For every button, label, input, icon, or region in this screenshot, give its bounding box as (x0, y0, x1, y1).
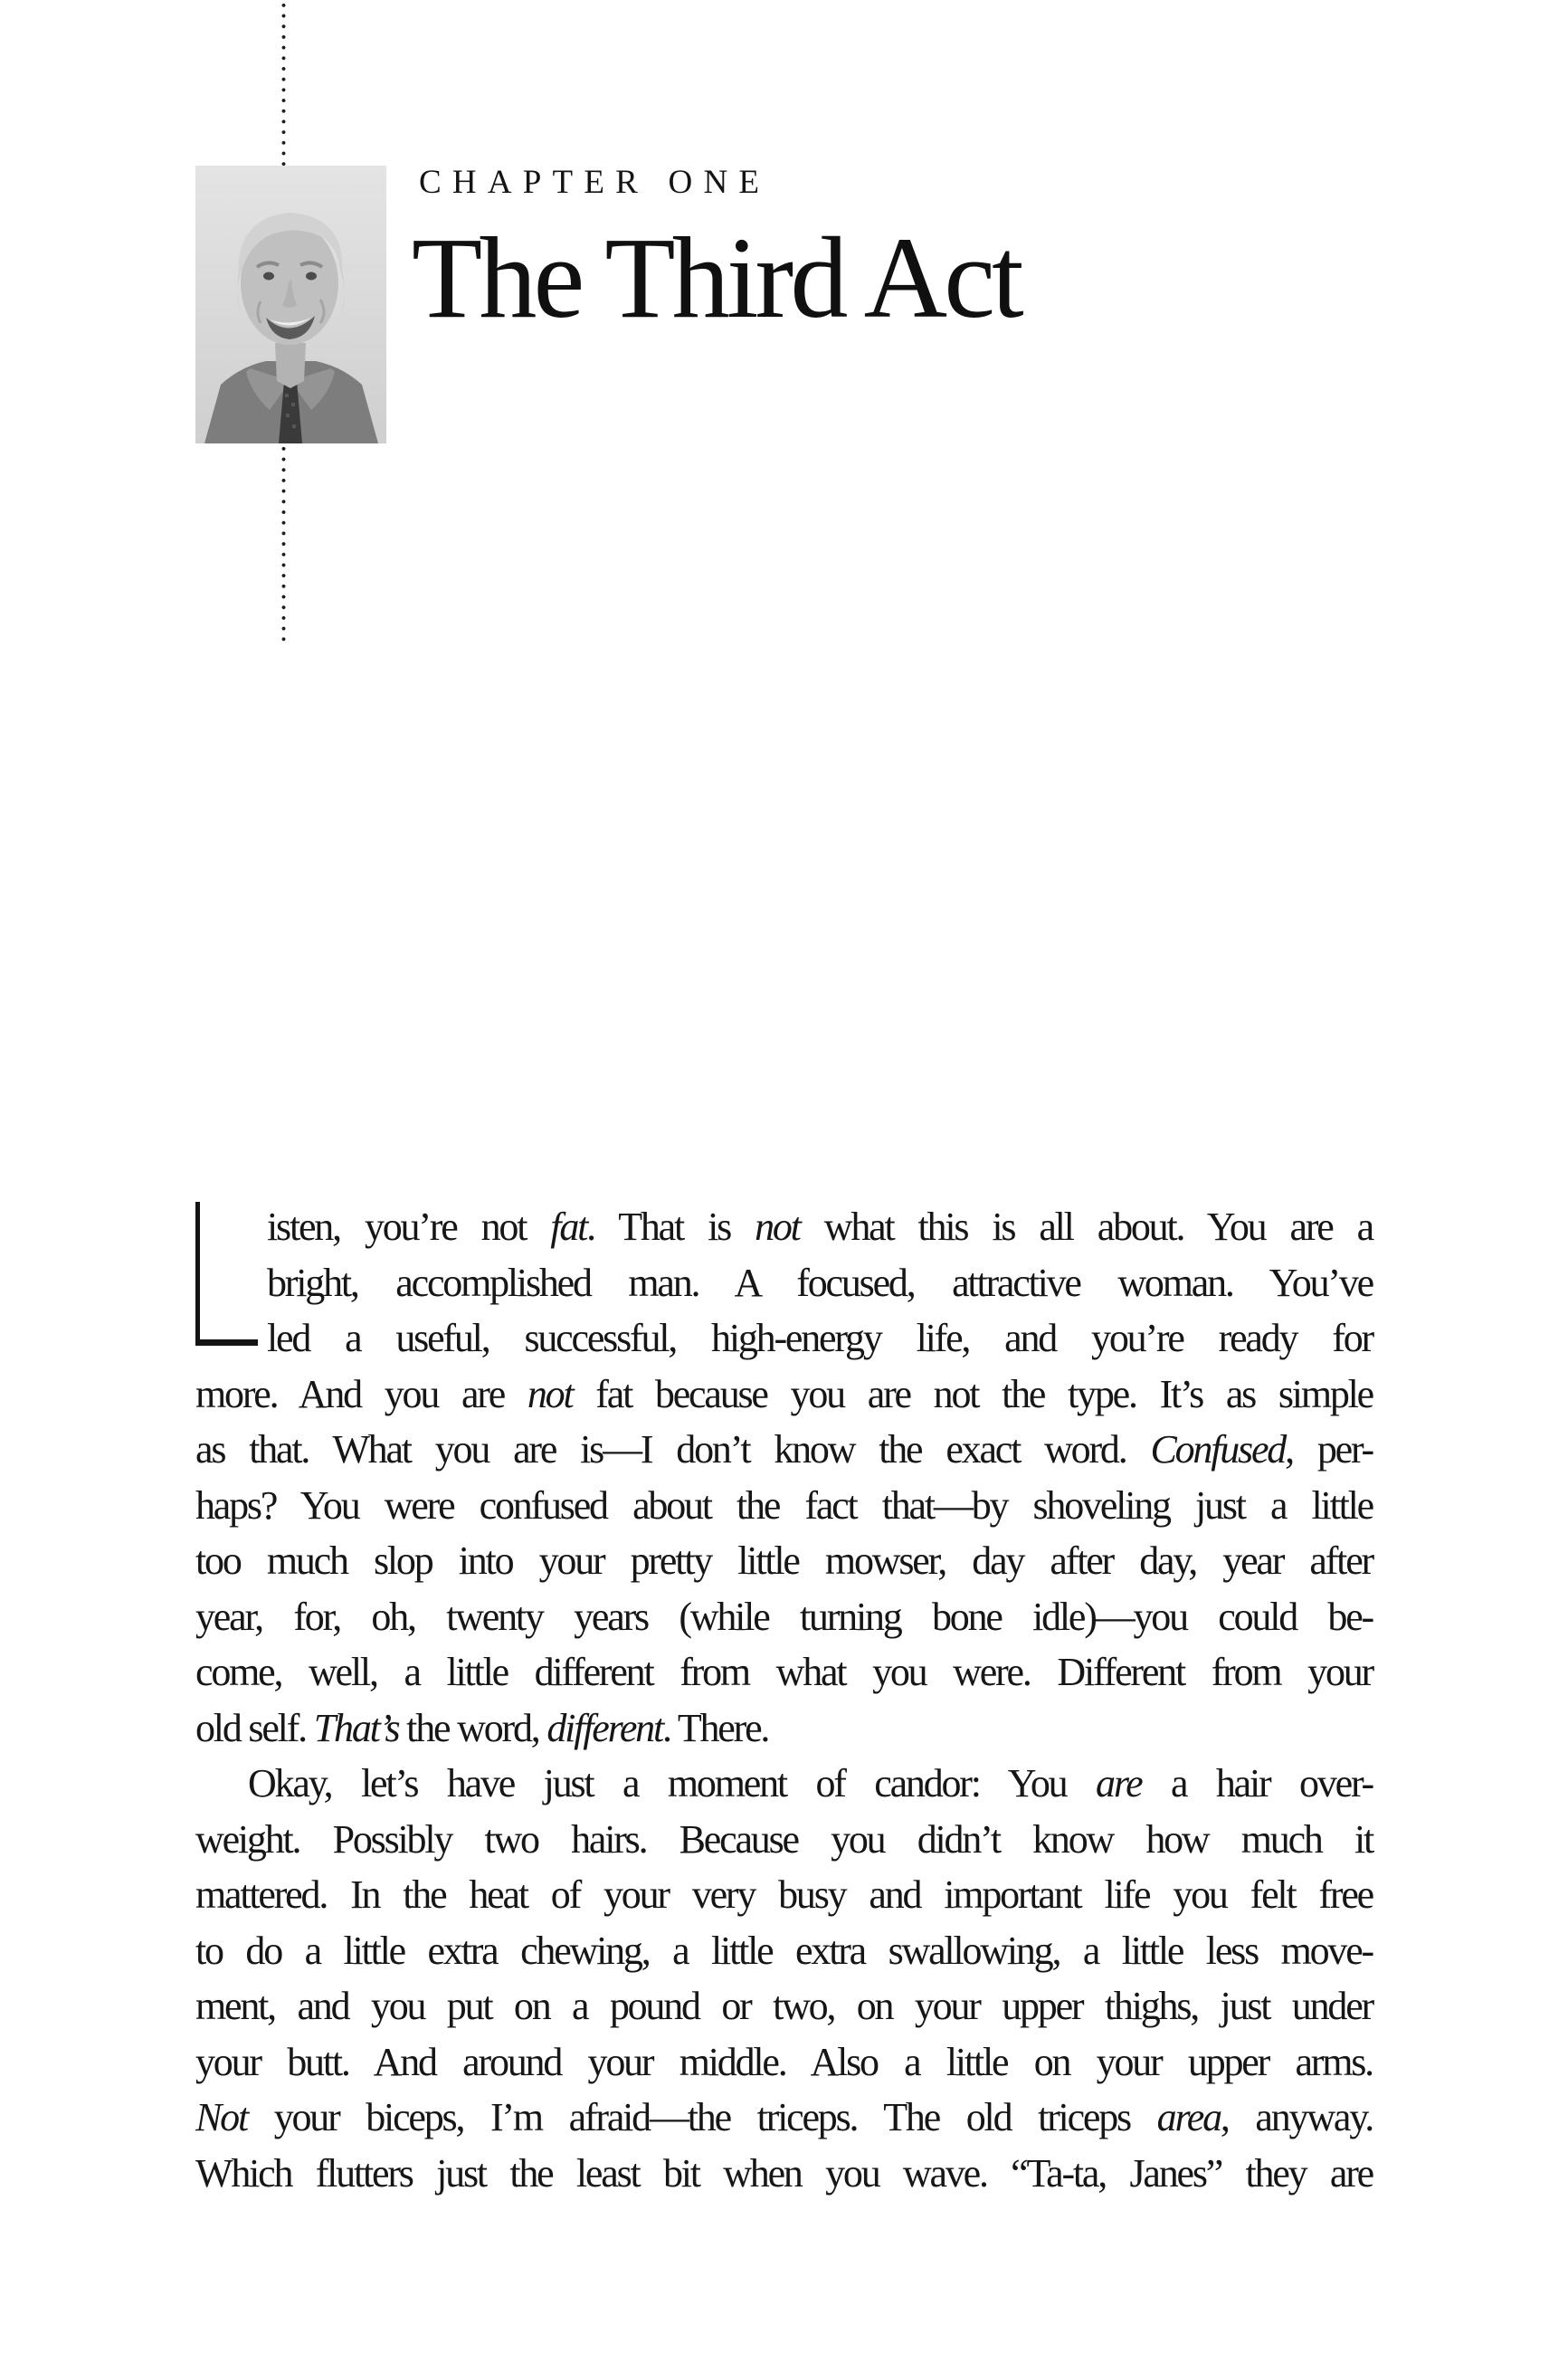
body-text-italic-run: That’s (313, 1705, 399, 1750)
body-line (195, 2146, 1373, 2202)
body-line (195, 2034, 1373, 2091)
body-text-run: the word, (398, 1705, 547, 1750)
eye-right (306, 272, 317, 281)
body-line (195, 2090, 1373, 2146)
body-text-italic-run: not (527, 1371, 573, 1416)
body-text-run: year, for, oh, twenty years (while turning bone idle)—you could be- (195, 1594, 1373, 1639)
body-line (195, 1310, 1373, 1367)
body-text-run: fat because you are not the type. It’s as simple (572, 1371, 1373, 1416)
body-text-run: Which flutters just the least bit when you wave. “Ta-ta, Janes” they are (195, 2150, 1373, 2196)
body-text-italic-run: Not (195, 2095, 247, 2139)
body-text-run: mattered. In the heat of your very busy and important life you felt free (195, 1872, 1373, 1917)
body-line (195, 1923, 1373, 1979)
body-text-run: a hair over- (1141, 1761, 1373, 1805)
body-line (195, 1255, 1373, 1311)
body-text-italic-run: area (1156, 2095, 1221, 2139)
body-text-italic-run: different (546, 1705, 663, 1750)
body-line (195, 1867, 1373, 1923)
body-line (195, 1978, 1373, 2034)
body-line (195, 1700, 1373, 1757)
body-text-run: led a useful, successful, high-energy life, and you’re ready for (267, 1316, 1373, 1360)
dotted-rule-bottom (281, 443, 286, 644)
body-line (195, 1589, 1373, 1645)
chapter-photo (195, 166, 386, 443)
body-lines (195, 1199, 1373, 2201)
body-text-run: as that. What you are is—I don’t know the exact word. (195, 1427, 1151, 1472)
body-text-italic-run: not (755, 1205, 800, 1249)
body-text-run: more. And you are (195, 1371, 527, 1416)
body-line (195, 1199, 1373, 1255)
body-text-italic-run: are (1096, 1761, 1142, 1805)
body-line (195, 1756, 1373, 1812)
body-text (195, 1199, 1373, 2201)
body-text-run: bright, accomplished man. A focused, attractive woman. You’ve (267, 1260, 1373, 1305)
body-text-run: haps? You were confused about the fact that—by shoveling just a little (195, 1482, 1373, 1528)
chapter-title: The Third Act (412, 214, 1021, 342)
eye-left (263, 272, 274, 281)
body-text-run: Okay, let’s have just a moment of candor: You (248, 1761, 1097, 1805)
body-line (195, 1422, 1373, 1478)
body-text-run: . That is (586, 1205, 755, 1249)
body-text-italic-run: Confused (1150, 1427, 1286, 1472)
body-text-run: too much slop into your pretty little mowser, day after day, year after (195, 1538, 1373, 1583)
body-line (195, 1812, 1373, 1868)
body-text-run: to do a little extra chewing, a little extra swallowing, a little less move- (195, 1928, 1373, 1973)
body-text-run: . There. (662, 1705, 769, 1750)
body-text-run: old self. (195, 1705, 314, 1750)
portrait-illustration (195, 166, 386, 443)
neck (275, 343, 306, 388)
body-text-run: , per- (1285, 1427, 1373, 1472)
body-text-run: your biceps, I’m afraid—the triceps. The old triceps (246, 2095, 1157, 2139)
dotted-rule-top (281, 0, 286, 167)
body-text-run: your butt. And around your middle. Also a little on your upper arms. (195, 2039, 1373, 2084)
body-text-italic-run: fat (550, 1205, 587, 1249)
body-line (195, 1644, 1373, 1700)
body-line (195, 1478, 1373, 1534)
body-text-run: ment, and you put on a pound or two, on your upper thighs, just under (195, 1984, 1373, 2028)
body-line (195, 1533, 1373, 1589)
body-text-run: what this is all about. You are a (799, 1205, 1373, 1249)
body-text-run: , anyway. (1220, 2095, 1373, 2139)
body-text-run: weight. Possibly two hairs. Because you didn’t know how much it (195, 1816, 1373, 1862)
chapter-label: CHAPTER ONE (419, 164, 771, 201)
body-text-run: come, well, a little different from what you were. Different from your (195, 1650, 1373, 1694)
body-text-run: isten, you’re not (267, 1205, 551, 1249)
body-line (195, 1367, 1373, 1423)
